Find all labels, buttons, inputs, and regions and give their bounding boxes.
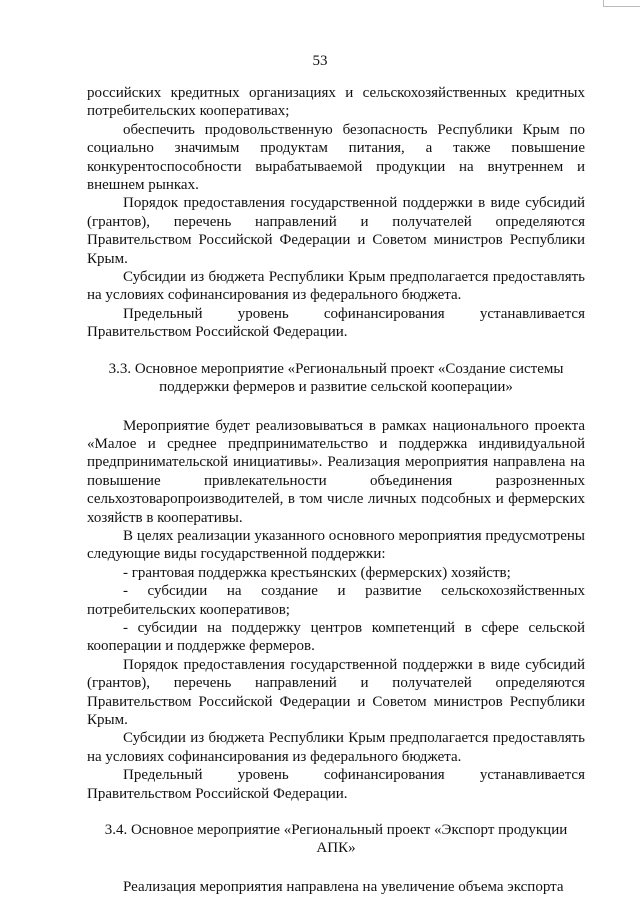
scan-corner-mark bbox=[603, 0, 640, 7]
paragraph: Реализация мероприятия направлена на увеличение объема экспорта bbox=[123, 878, 564, 895]
paragraph: - субсидии на создание и развитие сельскохозяйственных потребительских кооперативов; bbox=[87, 583, 585, 618]
paragraph: Порядок предоставления государственной поддержки в виде субсидий (грантов), перечень направлений и получателей определяются Правительством Российской Федерации и Советом министров Республики Крым. bbox=[87, 656, 585, 728]
paragraph: В целях реализации указанного основного мероприятия предусмотрены следующие виды государственной поддержки: bbox=[87, 527, 585, 563]
paragraph: - субсидии на поддержку центров компетенций в сфере сельской кооперации и поддержке фермеров. bbox=[87, 619, 585, 655]
section-heading-3-3 bbox=[87, 360, 585, 397]
paragraph: Субсидии из бюджета Республики Крым предполагается предоставлять на условиях софинансирования из федерального бюджета. bbox=[87, 269, 585, 304]
paragraph: российских кредитных организациях и сельскохозяйственных кредитных потребительских кооперативах; bbox=[87, 85, 585, 120]
paragraph: Порядок предоставления государственной поддержки в виде субсидий (грантов), перечень направлений и получателей определяются Правительством Российской Федерации и Советом министров Республики Крым. bbox=[87, 195, 585, 267]
section-intro-paragraphs bbox=[87, 84, 585, 342]
section-3-4-paragraphs bbox=[87, 878, 585, 896]
page-content bbox=[87, 84, 585, 896]
heading-line: 3.3. Основное мероприятие «Региональный проект «Создание системы bbox=[108, 360, 564, 377]
heading-line: АПК» bbox=[316, 840, 356, 857]
section-3-3-paragraphs bbox=[87, 417, 585, 804]
paragraph: Предельный уровень софинансирования устанавливается Правительством Российской Федерации. bbox=[87, 305, 585, 341]
heading-line: поддержки фермеров и развитие сельской кооперации» bbox=[159, 379, 513, 396]
paragraph: обеспечить продовольственную безопасность Республики Крым по социально значимым продуктам питания, а также повышение конкурентоспособности вырабатываемой продукции на внутреннем и внешнем рынках. bbox=[87, 121, 585, 194]
paragraph: Мероприятие будет реализовываться в рамках национального проекта «Малое и среднее предпринимательство и поддержка индивидуальной предпринимательской инициативы». Реализация мероприятия направлена на повышение привлекательности объединения разрозненных сельхозтоваропроизводителей, в том числе личных подсобных и фермерских хозяйств в кооперативы. bbox=[87, 417, 585, 526]
paragraph: Предельный уровень софинансирования устанавливается Правительством Российской Федерации. bbox=[87, 767, 585, 802]
heading-line: 3.4. Основное мероприятие «Региональный проект «Экспорт продукции bbox=[104, 822, 568, 839]
paragraph: - грантовая поддержка крестьянских (фермерских) хозяйств; bbox=[123, 564, 511, 581]
paragraph: Субсидии из бюджета Республики Крым предполагается предоставлять на условиях софинансирования из федерального бюджета. bbox=[87, 730, 585, 765]
page-number: 53 bbox=[312, 53, 328, 69]
section-heading-3-4 bbox=[87, 821, 585, 858]
